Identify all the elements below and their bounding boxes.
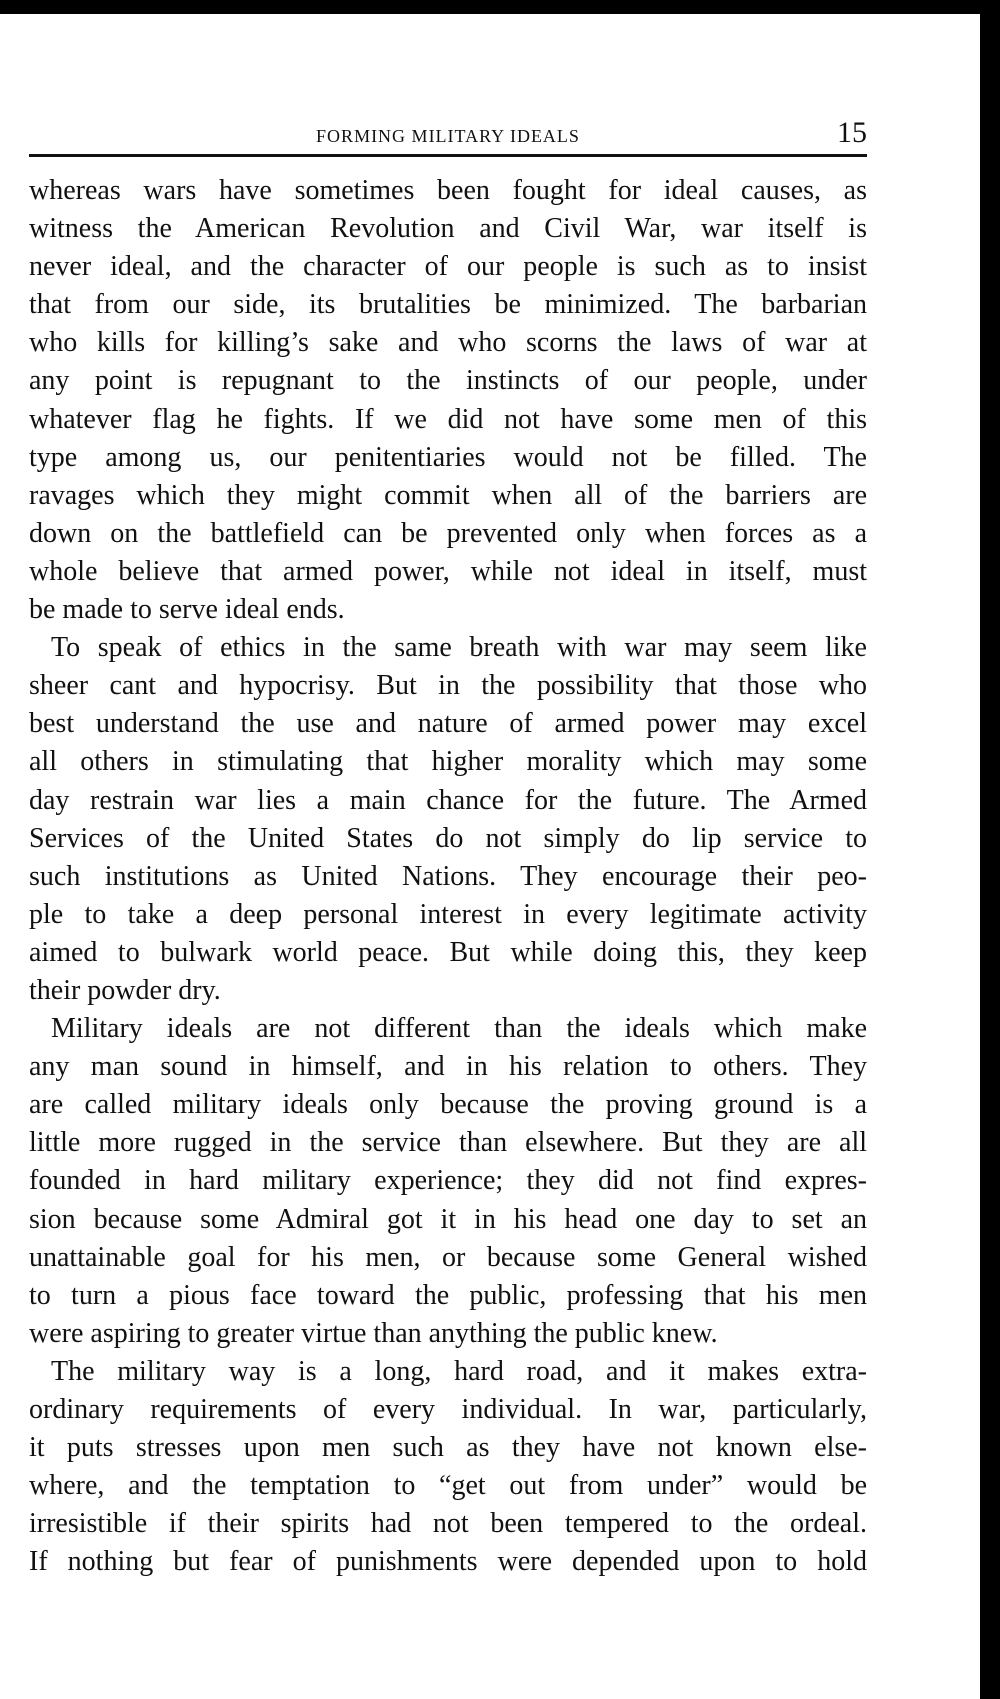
scan-border-top <box>0 0 1000 14</box>
text-line: down on the battlefield can be prevented only when forces as a <box>29 517 867 549</box>
text-line: day restrain war lies a main chance for the future. The Armed <box>29 784 867 816</box>
text-line: whatever flag he fights. If we did not have some men of this <box>29 403 867 435</box>
text-line: If nothing but fear of punishments were depended upon to hold <box>29 1546 867 1578</box>
text-line: little more rugged in the service than elsewhere. But they are all <box>29 1127 867 1159</box>
text-line: ravages which they might commit when all of the barriers are <box>29 479 867 511</box>
text-line: any man sound in himself, and in his relation to others. They <box>29 1051 867 1083</box>
scan-border-right <box>980 0 1000 1699</box>
paragraph <box>29 1353 867 1582</box>
text-line: be made to serve ideal ends. <box>29 594 345 626</box>
text-line: best understand the use and nature of armed power may excel <box>29 708 867 740</box>
text-line: that from our side, its brutalities be minimized. The barbarian <box>29 289 867 321</box>
text-line: where, and the temptation to “get out from under” would be <box>29 1470 867 1502</box>
text-line: The military way is a long, hard road, and it makes extra- <box>51 1355 867 1387</box>
text-line: were aspiring to greater virtue than anything the public knew. <box>29 1317 718 1349</box>
text-line: sion because some Admiral got it in his head one day to set an <box>29 1203 867 1235</box>
text-line: whole believe that armed power, while not ideal in itself, must <box>29 555 867 587</box>
running-header <box>29 118 867 157</box>
text-line: sheer cant and hypocrisy. But in the possibility that those who <box>29 670 867 702</box>
text-line: never ideal, and the character of our people is such as to insist <box>29 251 867 283</box>
text-line: Military ideals are not different than the ideals which make <box>51 1013 867 1045</box>
text-line: aimed to bulwark world peace. But while doing this, they keep <box>29 936 867 968</box>
text-line: whereas wars have sometimes been fought for ideal causes, as <box>29 175 867 206</box>
text-line: to turn a pious face toward the public, professing that his men <box>29 1279 867 1311</box>
text-line: their powder dry. <box>29 974 221 1006</box>
page-number: 15 <box>837 116 867 149</box>
text-line: are called military ideals only because the proving ground is a <box>29 1089 867 1121</box>
text-line: founded in hard military experience; they did not find expres- <box>29 1165 867 1197</box>
text-line: ple to take a deep personal interest in every legitimate activity <box>29 898 867 930</box>
text-line: it puts stresses upon men such as they have not known else- <box>29 1432 867 1464</box>
body-text <box>29 172 867 1581</box>
text-line: who kills for killing’s sake and who scorns the laws of war at <box>29 327 867 359</box>
paragraph <box>29 172 867 629</box>
text-line: irresistible if their spirits had not been tempered to the ordeal. <box>29 1508 867 1540</box>
text-line: ordinary requirements of every individual. In war, particularly, <box>29 1394 867 1425</box>
running-title: FORMING MILITARY IDEALS <box>316 126 580 146</box>
text-line: Services of the United States do not simply do lip service to <box>29 822 867 854</box>
text-line: unattainable goal for his men, or because some General wished <box>29 1241 867 1273</box>
text-line: such institutions as United Nations. They encourage their peo- <box>29 860 867 892</box>
text-line: To speak of ethics in the same breath with war may seem like <box>51 632 867 664</box>
text-line: all others in stimulating that higher morality which may some <box>29 746 867 778</box>
paragraph <box>29 629 867 1010</box>
text-line: witness the American Revolution and Civil War, war itself is <box>29 213 867 245</box>
text-line: type among us, our penitentiaries would not be filled. The <box>29 441 867 473</box>
paragraph <box>29 1010 867 1353</box>
text-line: any point is repugnant to the instincts of our people, under <box>29 365 867 397</box>
